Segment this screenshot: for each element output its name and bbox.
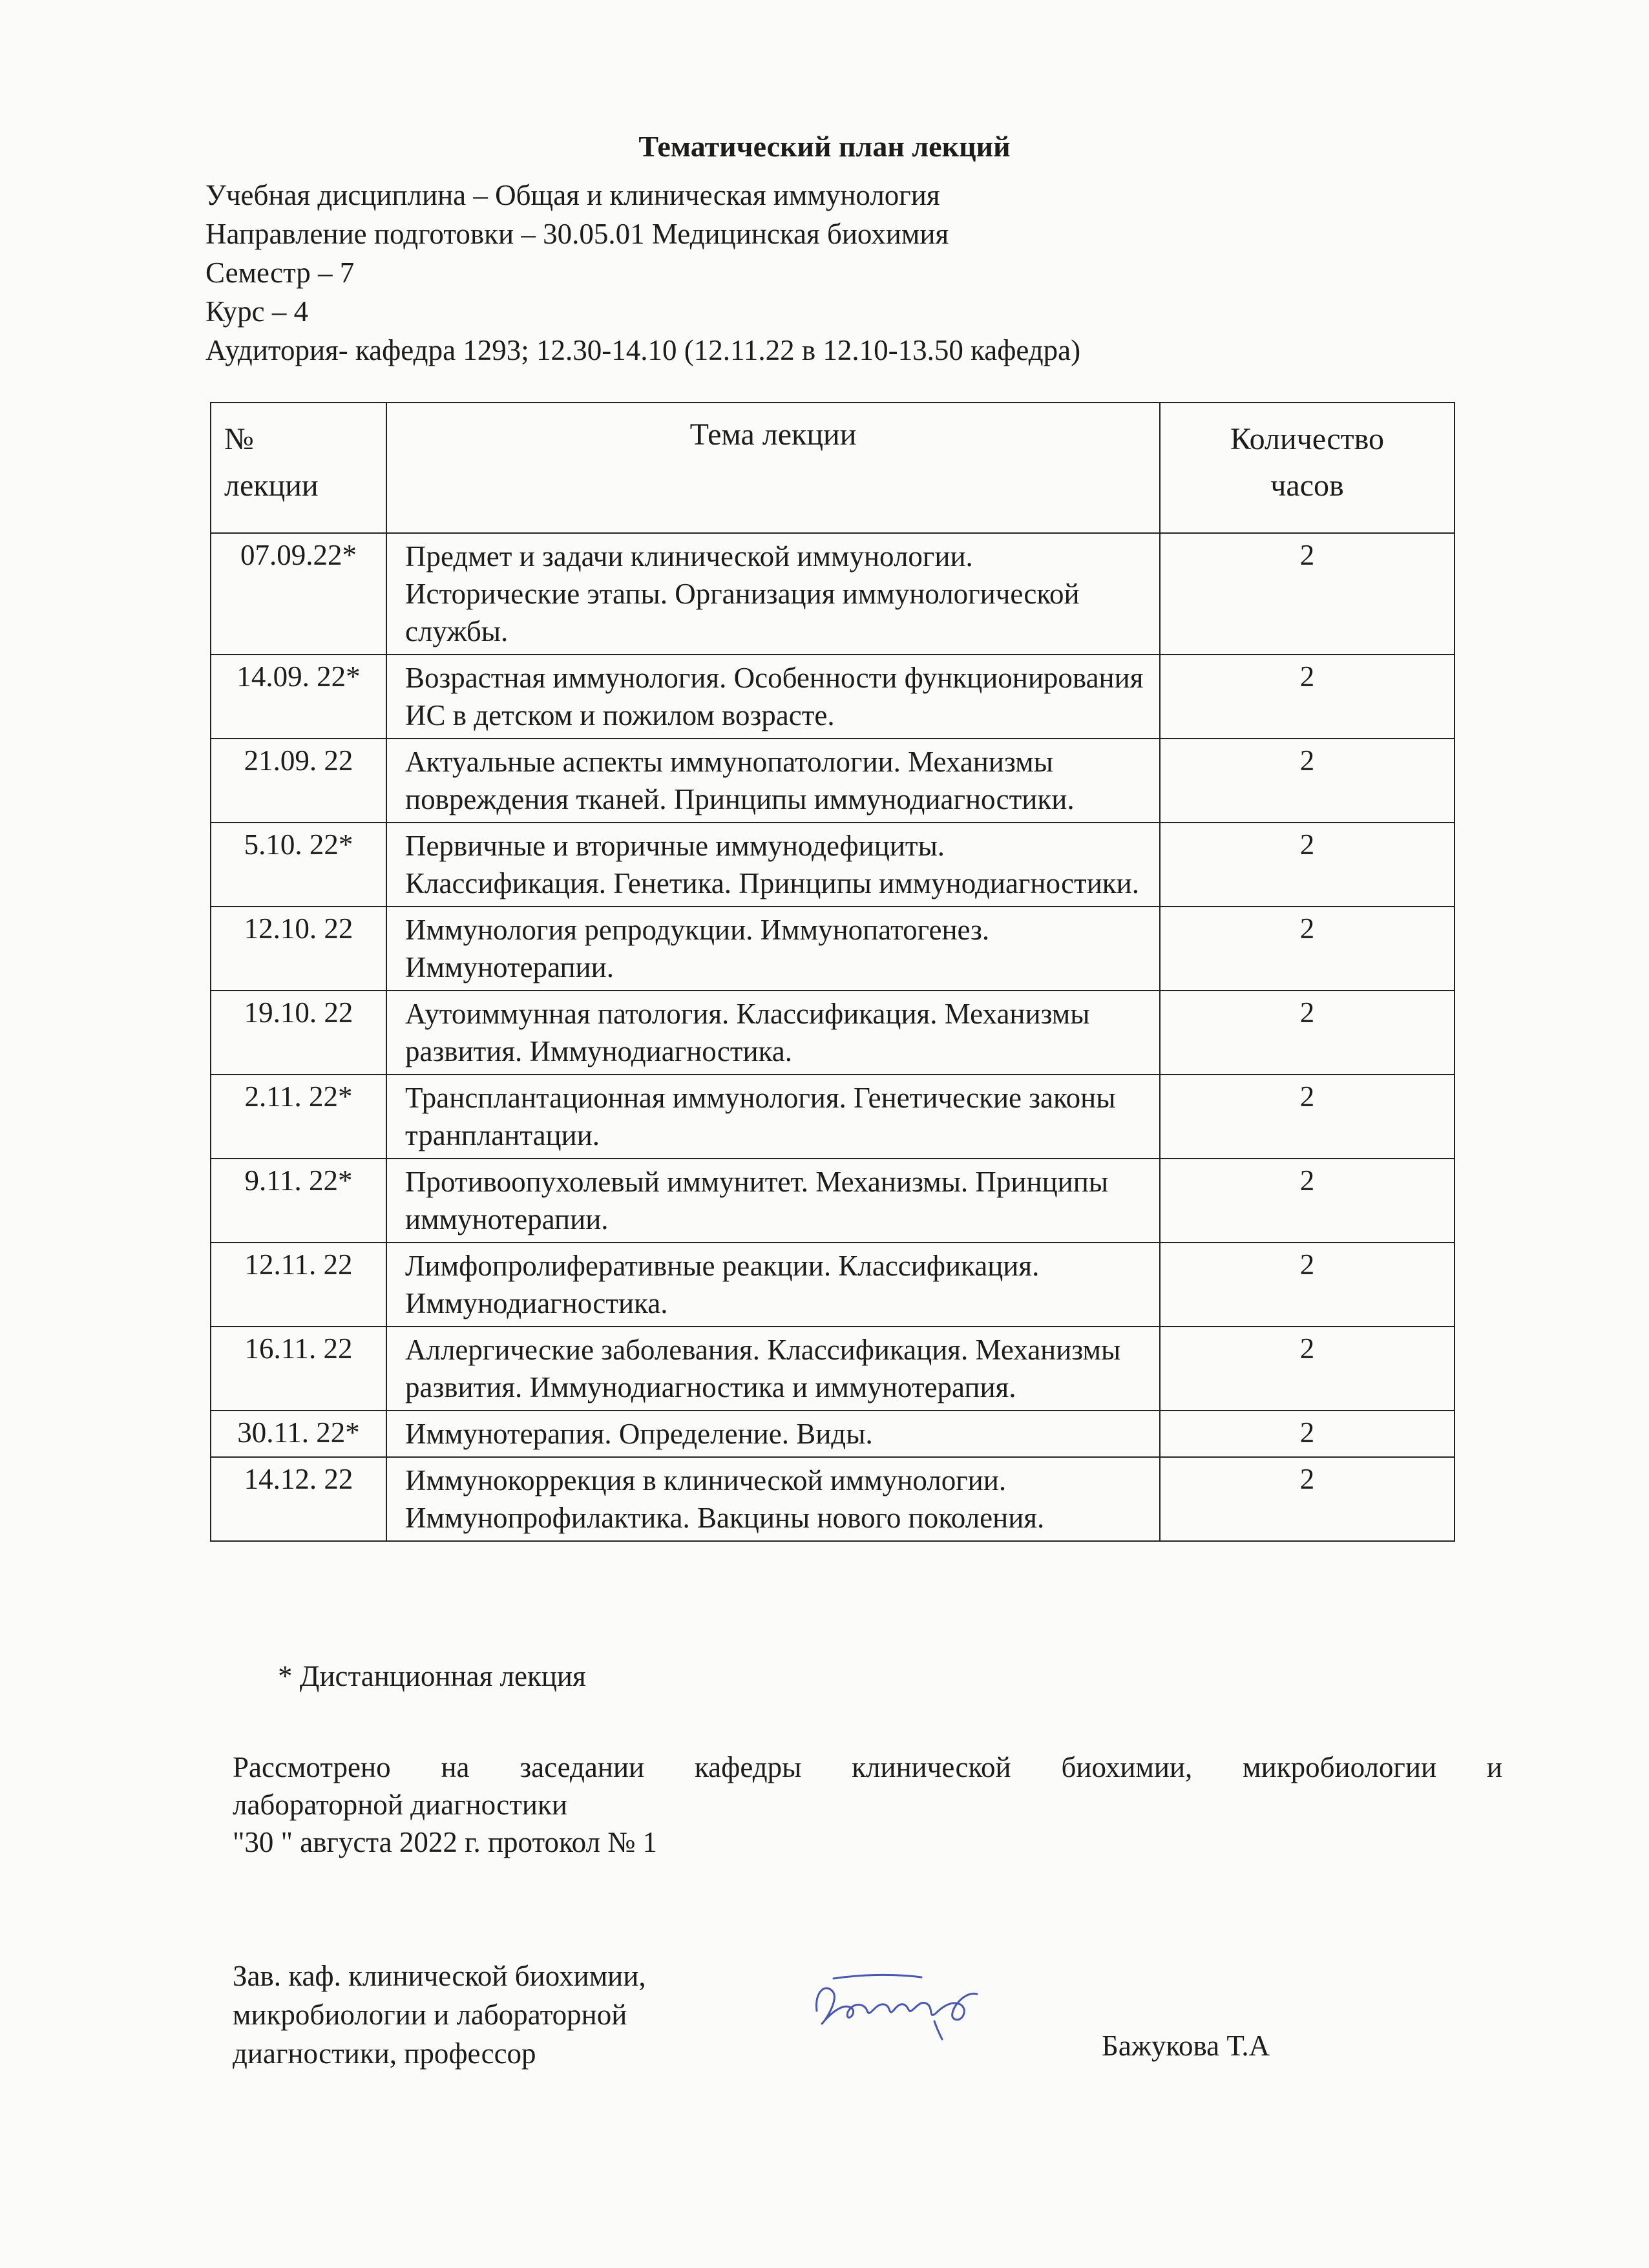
table-row bbox=[211, 823, 1455, 907]
table-row bbox=[211, 1411, 1455, 1457]
lecture-hours: 2 bbox=[1160, 655, 1455, 739]
table-row bbox=[211, 1327, 1455, 1411]
lecture-hours: 2 bbox=[1160, 1159, 1455, 1243]
lecture-hours: 2 bbox=[1160, 991, 1455, 1075]
handwritten-signature bbox=[808, 1964, 995, 2042]
auditorium-line: Аудитория- кафедра 1293; 12.30-14.10 (12.11.22 в 12.10-13.50 кафедра) bbox=[205, 334, 1081, 366]
lecture-topic: Предмет и задачи клинической иммунологии. Исторические этапы. Организация иммунологической службы. bbox=[386, 533, 1160, 655]
table-row bbox=[211, 655, 1455, 739]
footnote: * Дистанционная лекция bbox=[278, 1660, 586, 1692]
lecture-date: 14.09. 22* bbox=[211, 655, 386, 739]
lecture-hours: 2 bbox=[1160, 823, 1455, 907]
lecture-plan-table bbox=[210, 402, 1455, 1542]
approval-line: лабораторной диагностики bbox=[233, 1789, 567, 1821]
table-row bbox=[211, 1243, 1455, 1327]
lecture-hours: 2 bbox=[1160, 907, 1455, 991]
lecture-topic: Первичные и вторичные иммунодефициты. Классификация. Генетика. Принципы иммунодиагностики. bbox=[386, 823, 1160, 907]
year-line: Курс – 4 bbox=[205, 295, 309, 328]
semester-line: Семестр – 7 bbox=[205, 257, 355, 289]
lecture-date: 14.12. 22 bbox=[211, 1457, 386, 1541]
lecture-date: 07.09.22* bbox=[211, 533, 386, 655]
lecture-topic: Актуальные аспекты иммунопатологии. Механизмы повреждения тканей. Принципы иммунодиагностики. bbox=[386, 739, 1160, 823]
lecture-hours: 2 bbox=[1160, 533, 1455, 655]
lecture-topic: Аллергические заболевания. Классификация. Механизмы развития. Иммунодиагностика и иммунотерапия. bbox=[386, 1327, 1160, 1411]
signatory-name: Бажукова Т.А bbox=[1102, 2030, 1270, 2062]
header-hours: Количество часов bbox=[1160, 403, 1455, 533]
table-row bbox=[211, 533, 1455, 655]
document-title: Тематический план лекций bbox=[638, 130, 1011, 163]
table-header-row bbox=[211, 403, 1455, 533]
lecture-date: 2.11. 22* bbox=[211, 1075, 386, 1159]
lecture-hours: 2 bbox=[1160, 1327, 1455, 1411]
lecture-topic: Трансплантационная иммунология. Генетические законы транплантации. bbox=[386, 1075, 1160, 1159]
table-row bbox=[211, 1457, 1455, 1541]
lecture-hours: 2 bbox=[1160, 1457, 1455, 1541]
lecture-date: 12.10. 22 bbox=[211, 907, 386, 991]
lecture-topic: Аутоиммунная патология. Классификация. Механизмы развития. Иммунодиагностика. bbox=[386, 991, 1160, 1075]
lecture-topic: Лимфопролиферативные реакции. Классификация. Иммунодиагностика. bbox=[386, 1243, 1160, 1327]
lecture-topic: Возрастная иммунология. Особенности функционирования ИС в детском и пожилом возрасте. bbox=[386, 655, 1160, 739]
lecture-topic: Иммунология репродукции. Иммунопатогенез. Иммунотерапии. bbox=[386, 907, 1160, 991]
table-row bbox=[211, 907, 1455, 991]
lecture-topic: Иммунотерапия. Определение. Виды. bbox=[386, 1411, 1160, 1457]
table-row bbox=[211, 739, 1455, 823]
protocol-line: "30 " августа 2022 г. протокол № 1 bbox=[233, 1826, 657, 1858]
lecture-hours: 2 bbox=[1160, 1075, 1455, 1159]
lecture-hours: 2 bbox=[1160, 1243, 1455, 1327]
approval-note bbox=[233, 1748, 1502, 1861]
lecture-topic: Иммунокоррекция в клинической иммунологии. Иммунопрофилактика. Вакцины нового поколения. bbox=[386, 1457, 1160, 1541]
lecture-date: 16.11. 22 bbox=[211, 1327, 386, 1411]
approval-line: Рассмотрено на заседании кафедры клинической биохимии, микробиологии и bbox=[233, 1751, 1502, 1783]
lecture-hours: 2 bbox=[1160, 739, 1455, 823]
signatory-position: Зав. каф. клинической биохимии, микробиологии и лабораторной диагностики, профессор bbox=[233, 1960, 646, 2070]
discipline-line: Учебная дисциплина – Общая и клиническая иммунология bbox=[205, 179, 940, 211]
table-row bbox=[211, 991, 1455, 1075]
lecture-date: 19.10. 22 bbox=[211, 991, 386, 1075]
lecture-date: 21.09. 22 bbox=[211, 739, 386, 823]
course-info bbox=[205, 176, 1080, 370]
direction-line: Направление подготовки – 30.05.01 Медицинская биохимия bbox=[205, 218, 949, 250]
table-row bbox=[211, 1075, 1455, 1159]
header-topic: Тема лекции bbox=[386, 403, 1160, 533]
lecture-date: 30.11. 22* bbox=[211, 1411, 386, 1457]
lecture-hours: 2 bbox=[1160, 1411, 1455, 1457]
table-row bbox=[211, 1159, 1455, 1243]
lecture-date: 9.11. 22* bbox=[211, 1159, 386, 1243]
lecture-date: 12.11. 22 bbox=[211, 1243, 386, 1327]
lecture-topic: Противоопухолевый иммунитет. Механизмы. Принципы иммунотерапии. bbox=[386, 1159, 1160, 1243]
header-lecture-number: № лекции bbox=[211, 403, 386, 533]
lecture-date: 5.10. 22* bbox=[211, 823, 386, 907]
